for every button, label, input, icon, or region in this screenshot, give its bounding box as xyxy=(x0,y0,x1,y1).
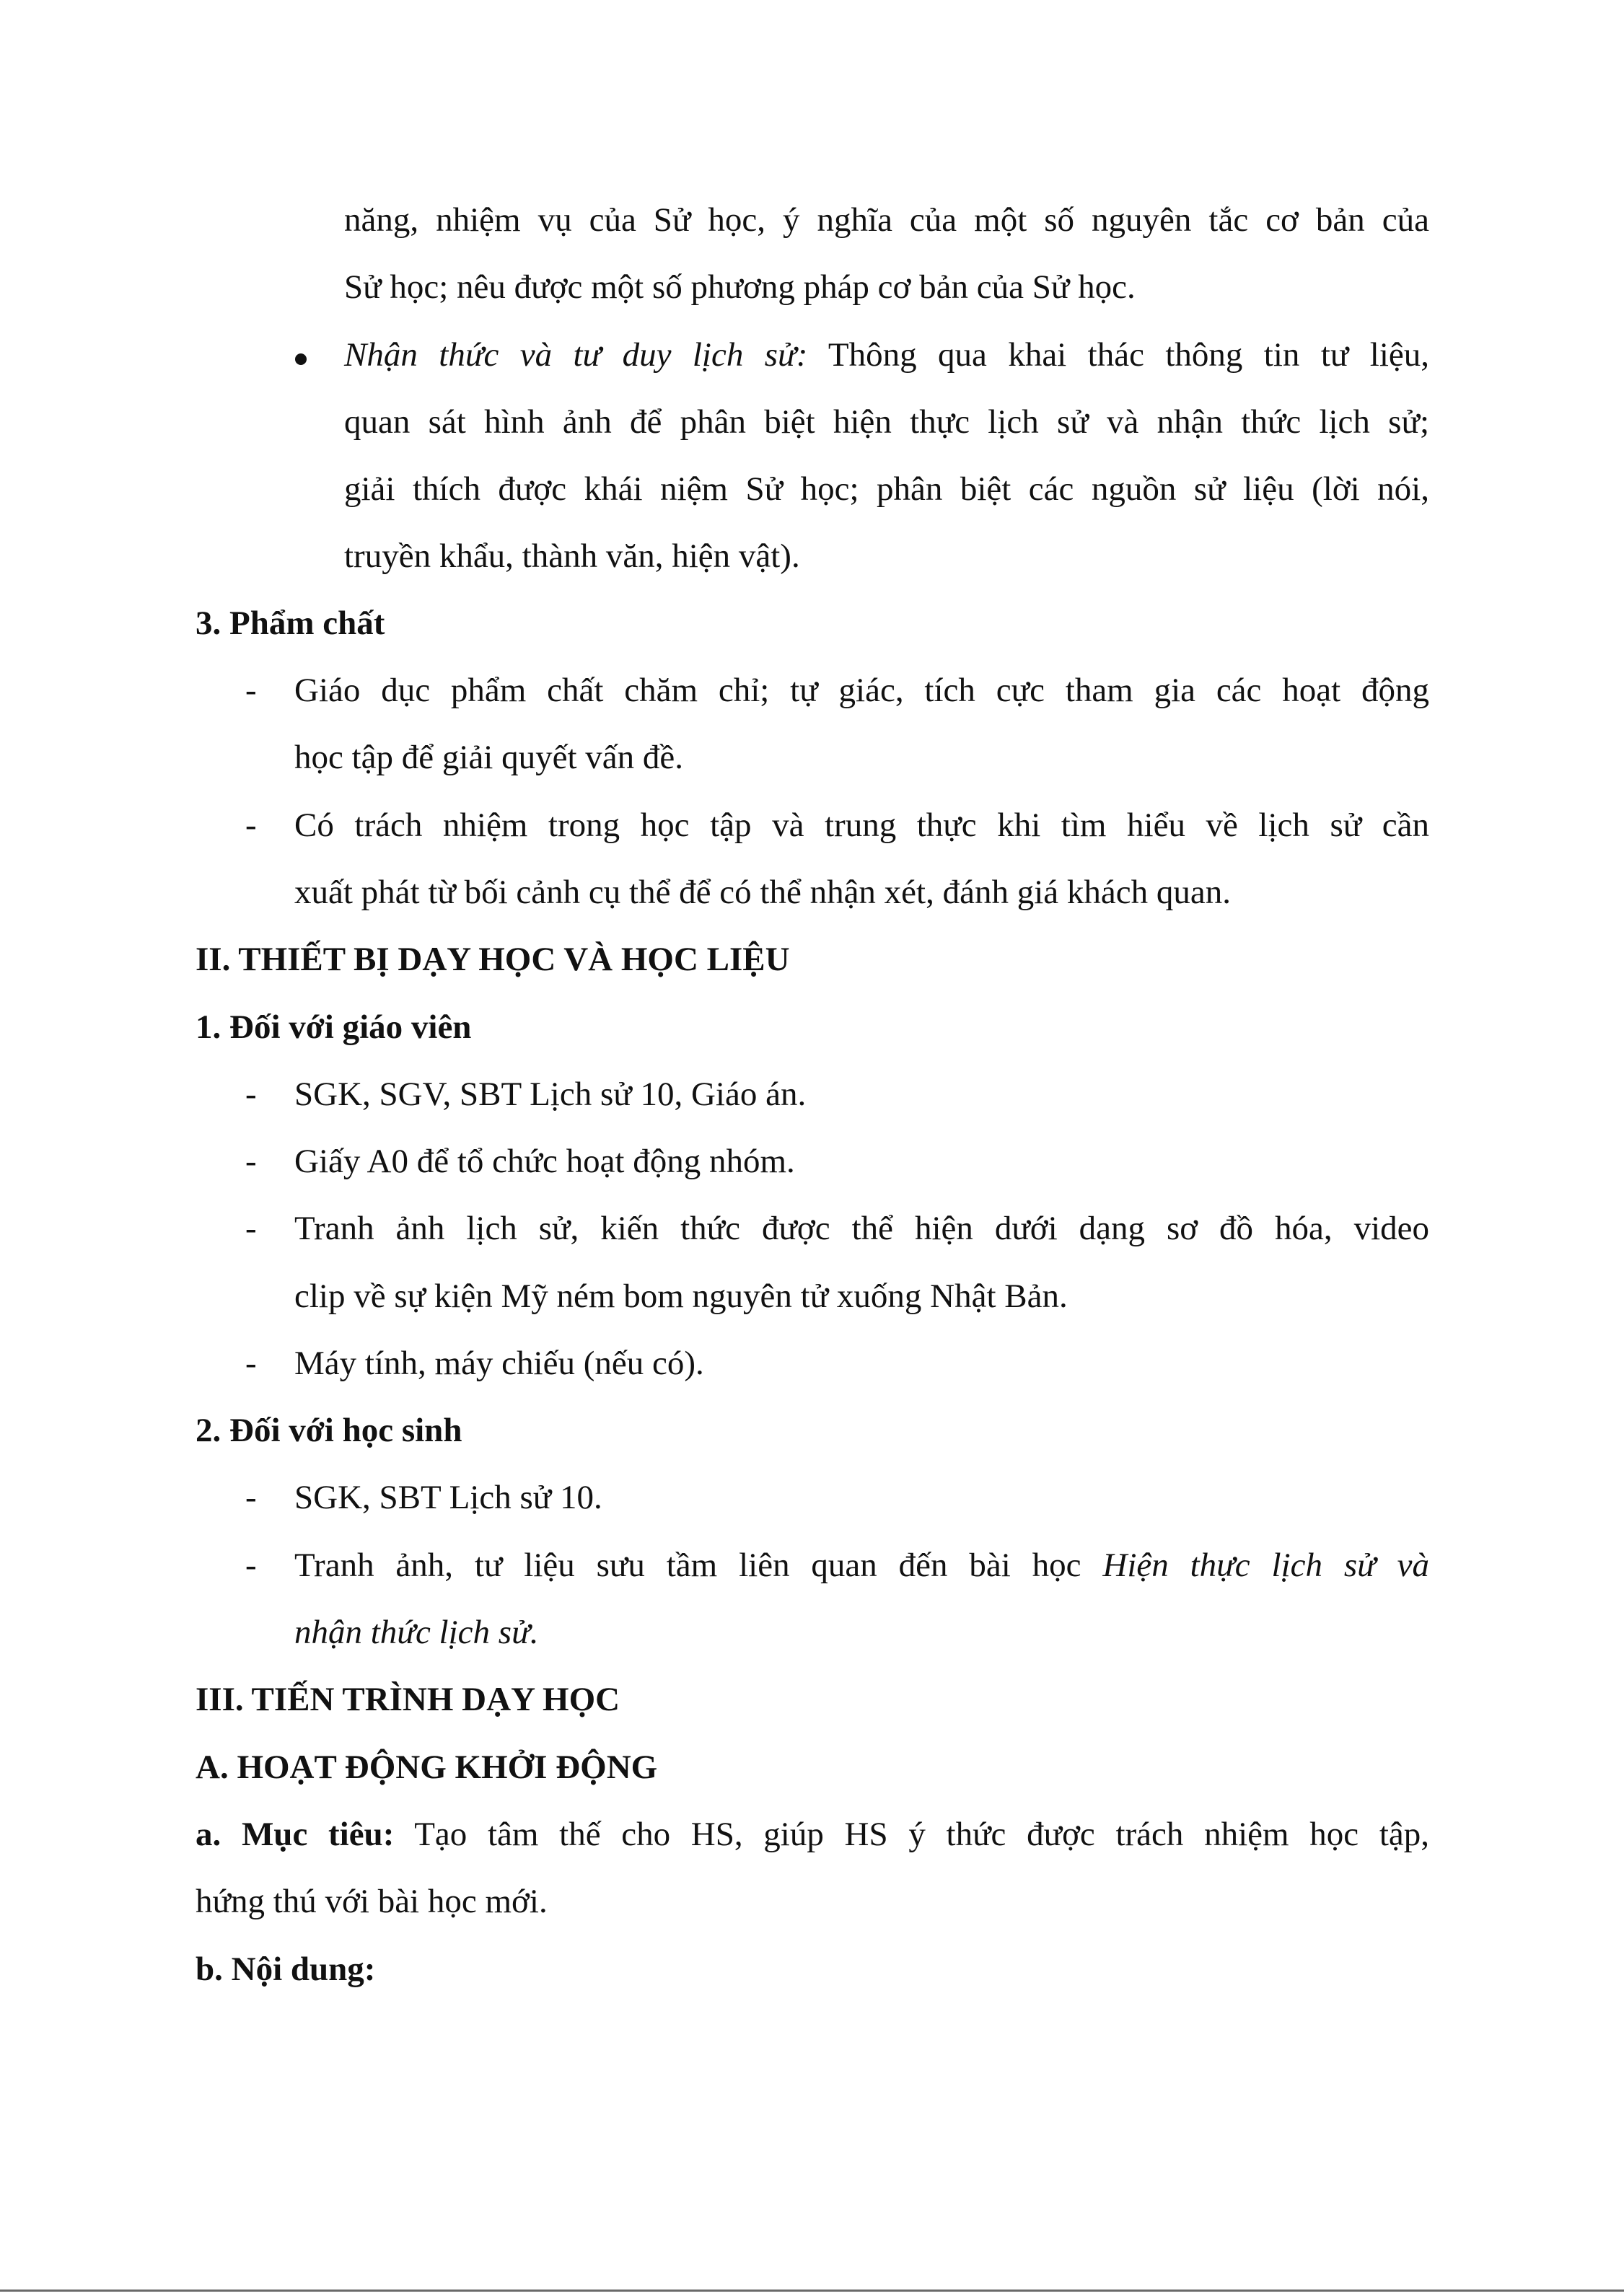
bullet-line-4: truyền khẩu, thành văn, hiện vật). xyxy=(344,537,800,575)
dash-marker: - xyxy=(245,1210,257,1247)
student-item-2-lesson-title: Hiện thực lịch sử và xyxy=(1102,1547,1429,1584)
teacher-item-3-line-1: Tranh ảnh lịch sử, kiến thức được thể hiện dưới dạng sơ đồ hóa, video xyxy=(294,1210,1429,1247)
section-3-heading: 3. Phẩm chất xyxy=(196,604,385,642)
content-label: b. Nội dung: xyxy=(196,1950,376,1988)
bullet-line-1 xyxy=(344,333,1429,377)
objective-text: Tạo tâm thế cho HS, giúp HS ý thức được trách nhiệm học tập, xyxy=(414,1816,1429,1853)
teacher-item-2: Giấy A0 để tổ chức hoạt động nhóm. xyxy=(294,1143,795,1180)
section-3-item-1-line-1: Giáo dục phẩm chất chăm chỉ; tự giác, tích cực tham gia các hoạt động xyxy=(294,672,1429,709)
dash-marker: - xyxy=(245,1479,257,1516)
dash-marker: - xyxy=(245,672,257,709)
objective-line-2: hứng thú với bài học mới. xyxy=(196,1883,548,1920)
bullet-line-1-rest: Thông qua khai thác thông tin tư liệu, xyxy=(828,336,1430,374)
section-3-item-1-line-2: học tập để giải quyết vấn đề. xyxy=(294,739,684,776)
student-item-2-plain: Tranh ảnh, tư liệu sưu tầm liên quan đến bài học xyxy=(294,1547,1081,1584)
bullet-lead: Nhận thức và tư duy lịch sử: xyxy=(344,336,808,374)
teacher-item-3-line-2: clip về sự kiện Mỹ ném bom nguyên tử xuống Nhật Bản. xyxy=(294,1277,1068,1315)
page-bottom-rule xyxy=(0,2290,1624,2292)
teacher-heading: 1. Đối với giáo viên xyxy=(196,1008,472,1046)
dash-marker: - xyxy=(245,1076,257,1113)
teacher-item-4: Máy tính, máy chiếu (nếu có). xyxy=(294,1345,704,1382)
part-3-heading: III. TIẾN TRÌNH DẠY HỌC xyxy=(196,1681,620,1718)
student-item-2-line-1 xyxy=(294,1544,1429,1587)
activity-heading: A. HOẠT ĐỘNG KHỞI ĐỘNG xyxy=(196,1749,658,1786)
section-3-item-2-line-1: Có trách nhiệm trong học tập và trung thực khi tìm hiểu về lịch sử cần xyxy=(294,806,1429,844)
intro-line-2: Sử học; nêu được một số phương pháp cơ bản của Sử học. xyxy=(344,268,1136,306)
bullet-dot-icon xyxy=(295,353,307,365)
dash-marker: - xyxy=(245,1143,257,1180)
objective-label: a. Mục tiêu: xyxy=(196,1816,395,1853)
objective-line-1 xyxy=(196,1813,1429,1856)
intro-line-1: năng, nhiệm vụ của Sử học, ý nghĩa của một số nguyên tắc cơ bản của xyxy=(344,201,1429,239)
section-3-item-2-line-2: xuất phát từ bối cảnh cụ thể để có thể nhận xét, đánh giá khách quan. xyxy=(294,874,1231,911)
bullet-line-2: quan sát hình ảnh để phân biệt hiện thực lịch sử và nhận thức lịch sử; xyxy=(344,403,1429,441)
dash-marker: - xyxy=(245,806,257,844)
student-item-1: SGK, SBT Lịch sử 10. xyxy=(294,1479,602,1516)
student-item-2-line-2: nhận thức lịch sử. xyxy=(294,1614,539,1651)
dash-marker: - xyxy=(245,1547,257,1584)
bullet-line-3: giải thích được khái niệm Sử học; phân biệt các nguồn sử liệu (lời nói, xyxy=(344,470,1429,508)
part-2-heading: II. THIẾT BỊ DẠY HỌC VÀ HỌC LIỆU xyxy=(196,941,790,978)
student-heading: 2. Đối với học sinh xyxy=(196,1412,462,1449)
dash-marker: - xyxy=(245,1345,257,1382)
teacher-item-1: SGK, SGV, SBT Lịch sử 10, Giáo án. xyxy=(294,1076,807,1113)
